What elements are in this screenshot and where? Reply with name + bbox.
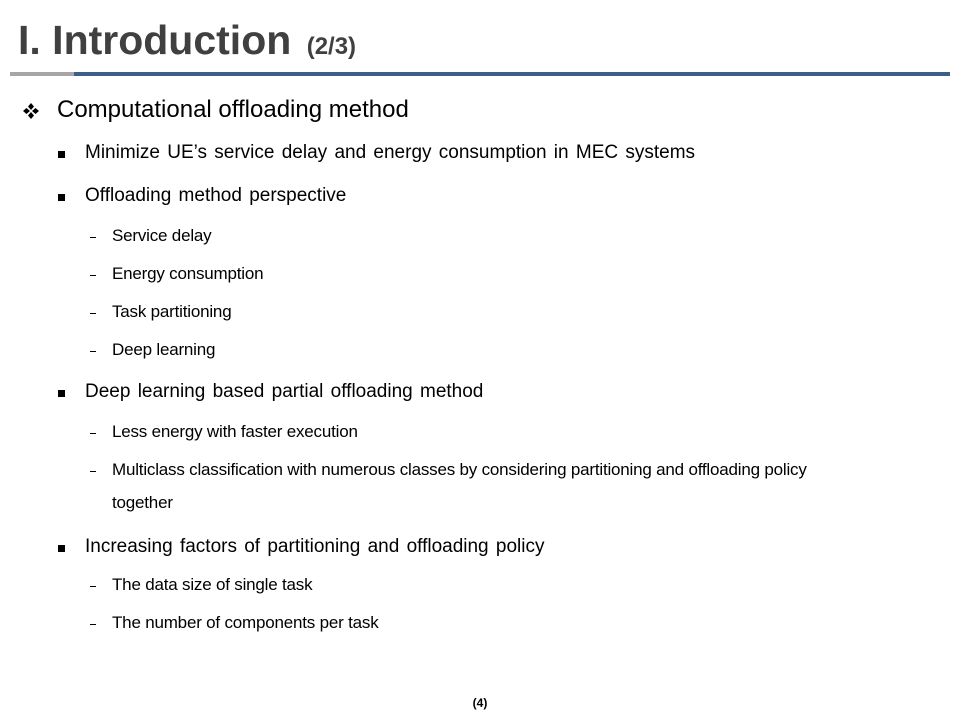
dash-bullet-icon (90, 351, 96, 352)
bullet-text: Deep learning based partial offloading method (85, 381, 484, 402)
title-page-indicator: (2/3) (306, 33, 357, 60)
heading-text: Computational offloading method (57, 96, 409, 123)
bullet-text: Offloading method perspective (85, 185, 347, 206)
dash-bullet-icon (90, 471, 96, 472)
dash-bullet-icon (90, 275, 96, 276)
sub-bullet-text: Deep learning (112, 340, 216, 359)
dash-bullet-icon (90, 433, 96, 434)
sub-bullet-text: The number of components per task (112, 613, 379, 632)
square-bullet-icon (58, 390, 65, 397)
sub-bullet-text: Task partitioning (112, 302, 232, 321)
dash-bullet-icon (90, 624, 96, 625)
slide-title (18, 17, 357, 63)
sub-bullet-text: together (112, 493, 173, 512)
sub-bullet-text: The data size of single task (112, 575, 313, 594)
sub-bullet-text: Multiclass classification with numerous classes by considering partitioning and offloading policy (112, 460, 807, 479)
sub-bullet-text: Less energy with faster execution (112, 422, 358, 441)
bullet-text: Increasing factors of partitioning and offloading policy (85, 536, 545, 557)
dash-bullet-icon (90, 586, 96, 587)
title-underline-grey (10, 72, 74, 76)
title-underline-blue (74, 72, 950, 76)
dash-bullet-icon (90, 237, 96, 238)
dash-bullet-icon (90, 313, 96, 314)
sub-bullet-text: Energy consumption (112, 264, 264, 283)
title-main: I. Introduction (18, 17, 292, 63)
bullet-text: Minimize UE’s service delay and energy consumption in MEC systems (85, 142, 696, 163)
square-bullet-icon (58, 151, 65, 158)
square-bullet-icon (58, 194, 65, 201)
sub-bullet-text: Service delay (112, 226, 212, 245)
page-number: (4) (472, 696, 488, 710)
diamond-bullet-icon (22, 102, 40, 120)
square-bullet-icon (58, 545, 65, 552)
